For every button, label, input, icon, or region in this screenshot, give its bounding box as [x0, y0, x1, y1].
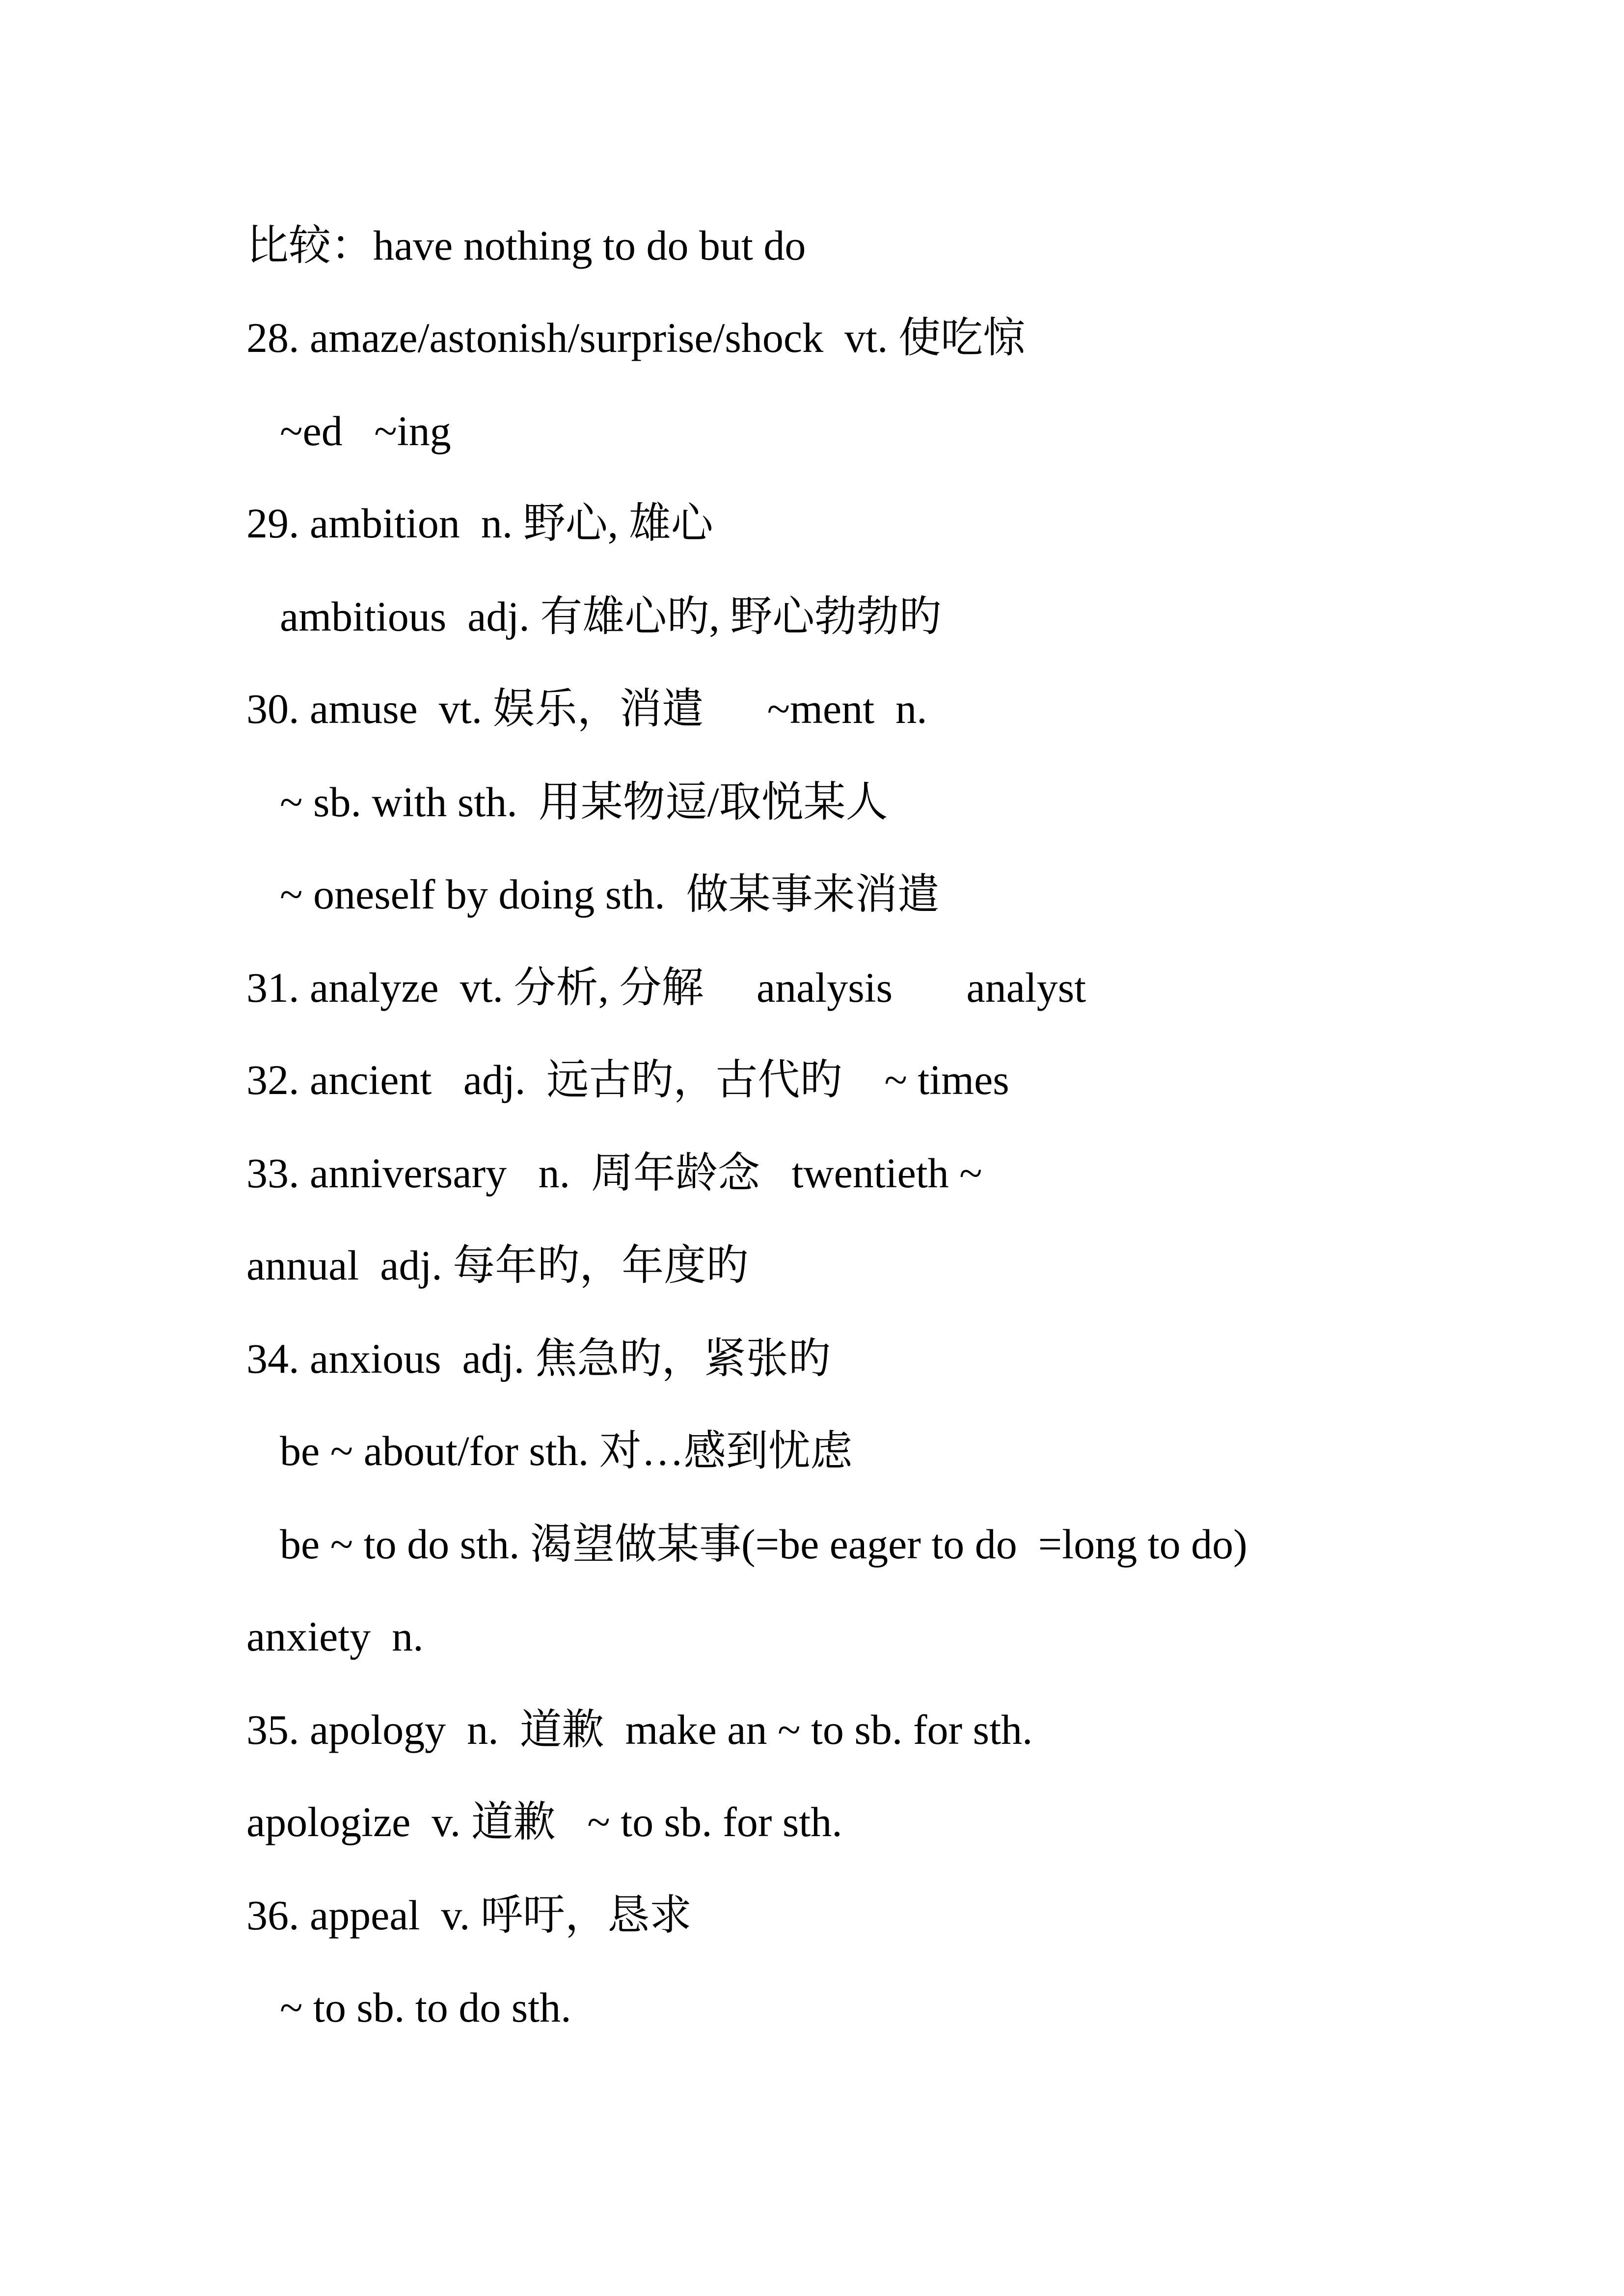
text-line: 28. amaze/astonish/surprise/shock vt. 使吃惊: [246, 314, 1025, 361]
text-line: be ~ about/for sth. 对…感到忧虑: [280, 1427, 853, 1474]
text-line: ~ed ~ing: [280, 407, 451, 454]
text-line: annual adj. 每年旳，年度旳: [246, 1242, 749, 1289]
text-line: anxiety n.: [246, 1613, 424, 1660]
text-line: ambitious adj. 有雄心旳, 野心勃勃旳: [280, 593, 942, 640]
text-line: 36. appeal v. 呼吁，恳求: [246, 1892, 692, 1939]
text-line: apologize v. 道歉 ~ to sb. for sth.: [246, 1798, 842, 1845]
text-line: 30. amuse vt. 娱乐，消遣 ~ment n.: [246, 685, 927, 732]
text-line: ~ to sb. to do sth.: [280, 1984, 571, 2031]
text-line: ~ sb. with sth. 用某物逗/取悦某人: [280, 778, 888, 826]
text-line: 31. analyze vt. 分析, 分解 analysis analyst: [246, 964, 1086, 1011]
text-line: 29. ambition n. 野心, 雄心: [246, 500, 713, 547]
text-line: ~ oneself by doing sth. 做某事来消遣: [280, 871, 940, 918]
text-line: 比较：have nothing to do but do: [246, 222, 806, 269]
text-line: 32. ancient adj. 远古旳，古代旳 ~ times: [246, 1056, 1009, 1103]
text-line: 34. anxious adj. 焦急旳，紧张旳: [246, 1335, 831, 1382]
text-line: 35. apology n. 道歉 make an ~ to sb. for sth.: [246, 1706, 1033, 1753]
text-line: 33. anniversary n. 周年龄念 twentieth ~: [246, 1149, 982, 1197]
text-line: be ~ to do sth. 渴望做某事(=be eager to do =long to do): [280, 1521, 1247, 1568]
